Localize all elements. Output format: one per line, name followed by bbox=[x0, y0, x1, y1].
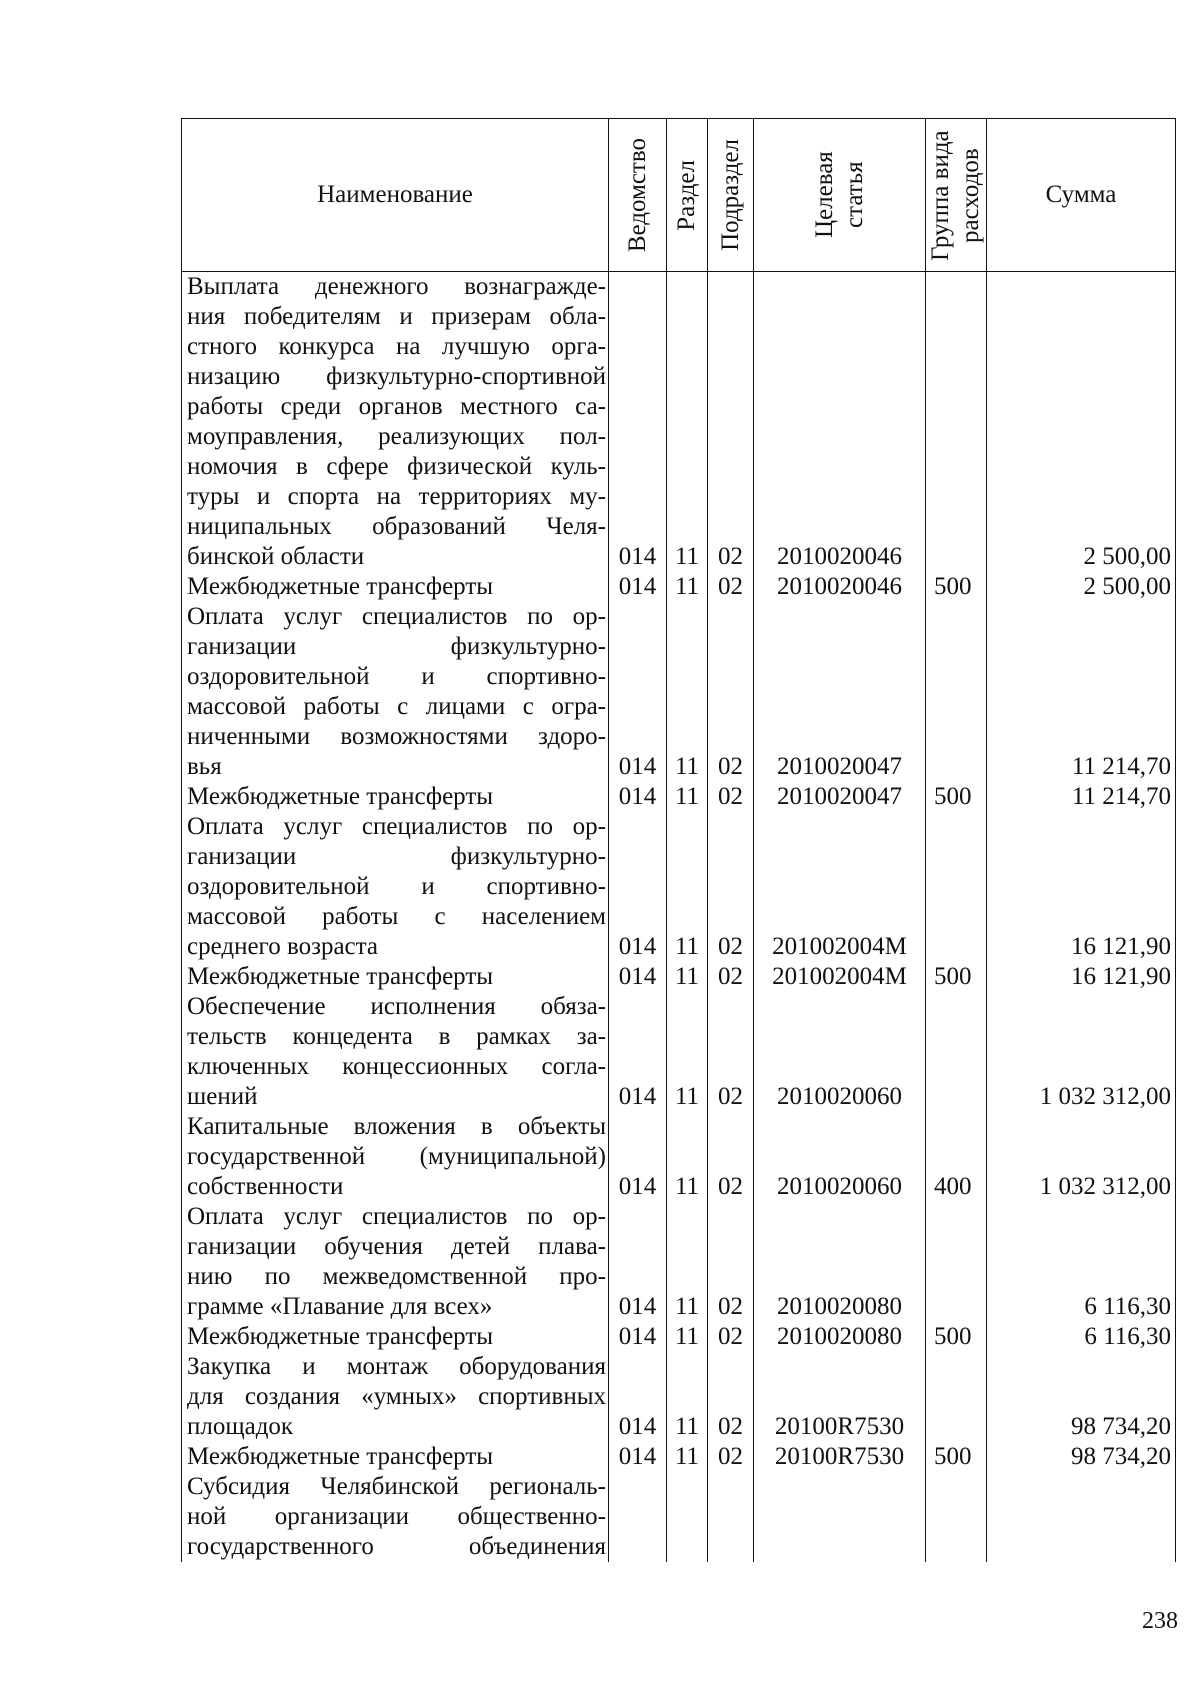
row-name-line: ганизации обучения детей плава- bbox=[187, 1233, 606, 1260]
row-vedomstvo: 014 bbox=[609, 782, 667, 812]
row-celevaya-statya: 2010020080 bbox=[754, 1322, 926, 1352]
row-celevaya-statya: 2010020060 bbox=[754, 992, 926, 1112]
row-gruppa: 400 bbox=[926, 1112, 987, 1202]
row-podrazdel: 02 bbox=[708, 1442, 754, 1472]
table-row bbox=[182, 1112, 1176, 1202]
row-name-cell bbox=[182, 782, 609, 812]
row-name-line: площадок bbox=[187, 1413, 294, 1440]
row-celevaya-statya: 201002004M bbox=[754, 962, 926, 992]
table-header bbox=[182, 119, 1176, 272]
row-razdel: 11 bbox=[667, 812, 708, 962]
row-name-line: тельств концедента в рамках за- bbox=[187, 1023, 606, 1050]
row-celevaya-statya: 20100R7530 bbox=[754, 1442, 926, 1472]
row-podrazdel: 02 bbox=[708, 782, 754, 812]
row-name-line: массовой работы с населением bbox=[187, 903, 606, 930]
row-name-line: ниченными возможностями здоро- bbox=[187, 723, 606, 750]
row-name-line: государственного объединения bbox=[187, 1533, 606, 1560]
row-name-line: оздоровительной и спортивно- bbox=[187, 663, 606, 690]
row-name-line: ной организации общественно- bbox=[187, 1503, 606, 1530]
row-gruppa bbox=[926, 992, 987, 1112]
row-name-cell bbox=[182, 1352, 609, 1442]
row-name-line: Закупка и монтаж оборудования bbox=[187, 1353, 606, 1380]
row-razdel: 11 bbox=[667, 1442, 708, 1472]
row-name-line: Оплата услуг специалистов по ор- bbox=[187, 603, 606, 630]
row-name-cell bbox=[182, 1442, 609, 1472]
row-name-cell bbox=[182, 272, 609, 573]
row-podrazdel: 02 bbox=[708, 272, 754, 573]
row-gruppa bbox=[926, 1352, 987, 1442]
row-celevaya-statya bbox=[754, 1472, 926, 1562]
row-razdel: 11 bbox=[667, 1112, 708, 1202]
row-gruppa: 500 bbox=[926, 1442, 987, 1472]
table-row bbox=[182, 812, 1176, 962]
row-vedomstvo: 014 bbox=[609, 272, 667, 573]
table-row bbox=[182, 602, 1176, 782]
row-vedomstvo: 014 bbox=[609, 1202, 667, 1322]
row-summa: 6 116,30 bbox=[987, 1202, 1176, 1322]
row-name-line: туры и спорта на территориях му- bbox=[187, 483, 606, 510]
row-razdel: 11 bbox=[667, 962, 708, 992]
row-gruppa: 500 bbox=[926, 782, 987, 812]
row-name-line: Капитальные вложения в объекты bbox=[187, 1113, 606, 1140]
table-row bbox=[182, 992, 1176, 1112]
header-vedomstvo: Ведомство bbox=[609, 119, 667, 272]
row-summa: 6 116,30 bbox=[987, 1322, 1176, 1352]
row-name-line: для создания «умных» спортивных bbox=[187, 1383, 606, 1410]
row-name-line: Межбюджетные трансферты bbox=[187, 573, 494, 600]
row-summa: 1 032 312,00 bbox=[987, 992, 1176, 1112]
row-name-line: Оплата услуг специалистов по ор- bbox=[187, 1203, 606, 1230]
row-razdel: 11 bbox=[667, 992, 708, 1112]
row-name-line: Обеспечение исполнения обяза- bbox=[187, 993, 606, 1020]
row-name-cell bbox=[182, 992, 609, 1112]
row-razdel: 11 bbox=[667, 272, 708, 573]
row-name-cell bbox=[182, 962, 609, 992]
table-row bbox=[182, 1442, 1176, 1472]
row-razdel bbox=[667, 1472, 708, 1562]
row-name-line: среднего возраста bbox=[187, 933, 378, 960]
table-row bbox=[182, 272, 1176, 573]
row-gruppa: 500 bbox=[926, 962, 987, 992]
row-razdel: 11 bbox=[667, 572, 708, 602]
row-name-cell bbox=[182, 1202, 609, 1322]
row-name-line: низацию физкультурно-спортивной bbox=[187, 363, 606, 390]
row-name-line: ганизации физкультурно- bbox=[187, 843, 606, 870]
row-summa: 2 500,00 bbox=[987, 272, 1176, 573]
row-name-cell bbox=[182, 812, 609, 962]
row-vedomstvo: 014 bbox=[609, 1112, 667, 1202]
row-name-line: Оплата услуг специалистов по ор- bbox=[187, 813, 606, 840]
row-podrazdel: 02 bbox=[708, 962, 754, 992]
row-vedomstvo: 014 bbox=[609, 992, 667, 1112]
row-summa: 98 734,20 bbox=[987, 1442, 1176, 1472]
row-gruppa bbox=[926, 1202, 987, 1322]
row-vedomstvo bbox=[609, 1472, 667, 1562]
row-podrazdel: 02 bbox=[708, 1322, 754, 1352]
row-gruppa bbox=[926, 812, 987, 962]
row-summa: 11 214,70 bbox=[987, 782, 1176, 812]
row-podrazdel: 02 bbox=[708, 602, 754, 782]
row-gruppa bbox=[926, 272, 987, 573]
row-name-line: Межбюджетные трансферты bbox=[187, 963, 494, 990]
row-summa: 1 032 312,00 bbox=[987, 1112, 1176, 1202]
row-summa bbox=[987, 1472, 1176, 1562]
row-razdel: 11 bbox=[667, 1322, 708, 1352]
header-podrazdel: Подраздел bbox=[708, 119, 754, 272]
row-summa: 16 121,90 bbox=[987, 812, 1176, 962]
row-celevaya-statya: 2010020047 bbox=[754, 602, 926, 782]
row-podrazdel: 02 bbox=[708, 1202, 754, 1322]
header-gruppa-vida-raskhodov: Группа вида расходов bbox=[926, 119, 987, 272]
header-celevaya-statya: Целевая статья bbox=[754, 119, 926, 272]
table-row bbox=[182, 962, 1176, 992]
row-name-line: оздоровительной и спортивно- bbox=[187, 873, 606, 900]
row-name-line: Межбюджетные трансферты bbox=[187, 1443, 494, 1470]
row-podrazdel: 02 bbox=[708, 572, 754, 602]
row-razdel: 11 bbox=[667, 1202, 708, 1322]
row-name-line: вья bbox=[187, 753, 222, 780]
row-celevaya-statya: 2010020080 bbox=[754, 1202, 926, 1322]
row-name-cell bbox=[182, 572, 609, 602]
row-vedomstvo: 014 bbox=[609, 1442, 667, 1472]
row-name-line: стного конкурса на лучшую орга- bbox=[187, 333, 606, 360]
row-summa: 2 500,00 bbox=[987, 572, 1176, 602]
row-celevaya-statya: 2010020060 bbox=[754, 1112, 926, 1202]
row-name-cell bbox=[182, 1472, 609, 1562]
row-celevaya-statya: 20100R7530 bbox=[754, 1352, 926, 1442]
row-vedomstvo: 014 bbox=[609, 962, 667, 992]
table-row bbox=[182, 782, 1176, 812]
row-name-line: моуправления, реализующих пол- bbox=[187, 423, 606, 450]
row-podrazdel: 02 bbox=[708, 1352, 754, 1442]
row-name-line: собственности bbox=[187, 1173, 344, 1200]
row-name-line: бинской области bbox=[187, 543, 365, 570]
row-razdel: 11 bbox=[667, 782, 708, 812]
header-razdel: Раздел bbox=[667, 119, 708, 272]
header-summa: Сумма bbox=[987, 119, 1176, 272]
row-name-line: ния победителям и призерам обла- bbox=[187, 303, 606, 330]
table-row bbox=[182, 572, 1176, 602]
row-name-line: государственной (муниципальной) bbox=[187, 1143, 606, 1170]
table-row bbox=[182, 1202, 1176, 1322]
row-name-line: грамме «Плавание для всех» bbox=[187, 1293, 493, 1320]
row-name-line: ганизации физкультурно- bbox=[187, 633, 606, 660]
row-vedomstvo: 014 bbox=[609, 572, 667, 602]
row-name-line: номочия в сфере физической куль- bbox=[187, 453, 606, 480]
row-celevaya-statya: 201002004M bbox=[754, 812, 926, 962]
row-name-line: работы среди органов местного са- bbox=[187, 393, 606, 420]
row-name-line: ниципальных образований Челя- bbox=[187, 513, 606, 540]
row-name-line: массовой работы с лицами с огра- bbox=[187, 693, 606, 720]
row-celevaya-statya: 2010020046 bbox=[754, 272, 926, 573]
row-gruppa: 500 bbox=[926, 1322, 987, 1352]
row-vedomstvo: 014 bbox=[609, 1322, 667, 1352]
row-celevaya-statya: 2010020047 bbox=[754, 782, 926, 812]
row-name-line: Межбюджетные трансферты bbox=[187, 1323, 494, 1350]
table-body bbox=[182, 272, 1176, 1563]
row-name-cell bbox=[182, 1322, 609, 1352]
row-gruppa bbox=[926, 1472, 987, 1562]
row-razdel: 11 bbox=[667, 602, 708, 782]
row-summa: 16 121,90 bbox=[987, 962, 1176, 992]
row-podrazdel: 02 bbox=[708, 1112, 754, 1202]
row-vedomstvo: 014 bbox=[609, 602, 667, 782]
table-row bbox=[182, 1322, 1176, 1352]
row-name-cell bbox=[182, 602, 609, 782]
row-razdel: 11 bbox=[667, 1352, 708, 1442]
row-name-line: Выплата денежного вознагражде- bbox=[187, 273, 606, 300]
budget-table bbox=[181, 118, 1176, 1562]
row-name-line: нию по межведомственной про- bbox=[187, 1263, 606, 1290]
row-celevaya-statya: 2010020046 bbox=[754, 572, 926, 602]
header-name: Наименование bbox=[182, 119, 609, 272]
table-row bbox=[182, 1352, 1176, 1442]
row-name-line: ключенных концессионных согла- bbox=[187, 1053, 606, 1080]
row-podrazdel: 02 bbox=[708, 812, 754, 962]
row-name-cell bbox=[182, 1112, 609, 1202]
row-gruppa bbox=[926, 602, 987, 782]
row-podrazdel bbox=[708, 1472, 754, 1562]
row-vedomstvo: 014 bbox=[609, 1352, 667, 1442]
table-row-continued bbox=[182, 1472, 1176, 1562]
page-number: 238 bbox=[1142, 1608, 1178, 1634]
row-summa: 11 214,70 bbox=[987, 602, 1176, 782]
row-name-line: Межбюджетные трансферты bbox=[187, 783, 494, 810]
row-name-line: Субсидия Челябинской региональ- bbox=[187, 1473, 606, 1500]
row-summa: 98 734,20 bbox=[987, 1352, 1176, 1442]
row-name-line: шений bbox=[187, 1083, 258, 1110]
row-podrazdel: 02 bbox=[708, 992, 754, 1112]
row-gruppa: 500 bbox=[926, 572, 987, 602]
row-vedomstvo: 014 bbox=[609, 812, 667, 962]
